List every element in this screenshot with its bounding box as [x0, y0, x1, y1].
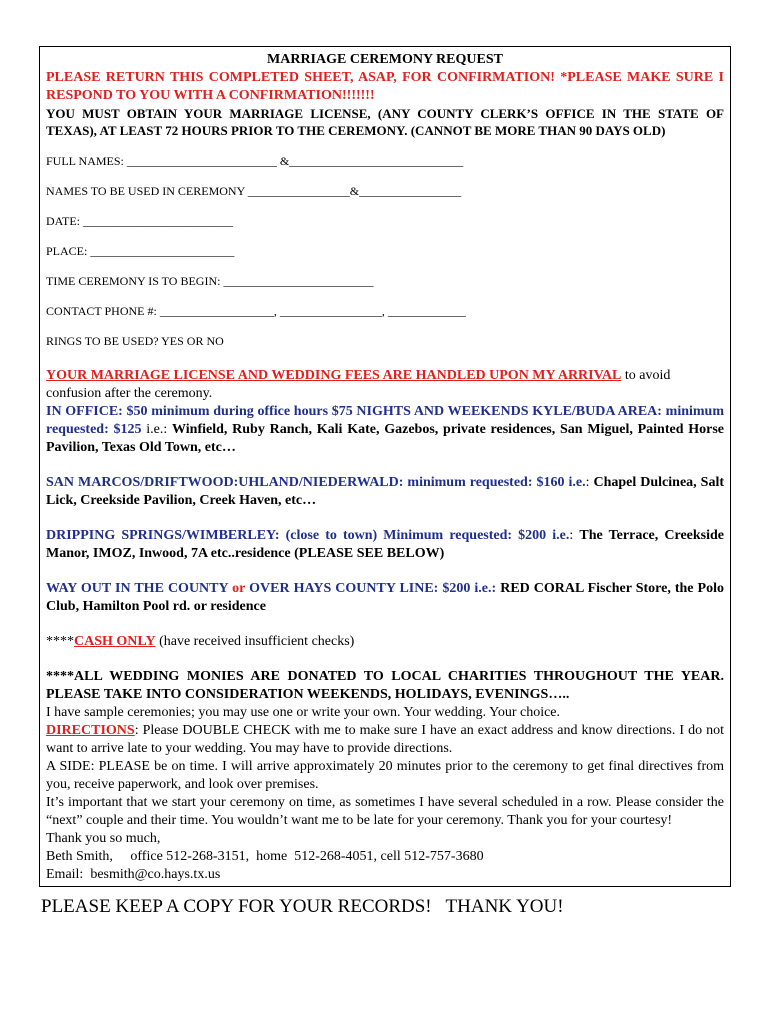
directions-paragraph	[46, 722, 724, 758]
license-notice: YOU MUST OBTAIN YOUR MARRIAGE LICENSE, (ANY COUNTY CLERK’S OFFICE IN THE STATE OF TEXAS), AT LEAST 72 HOURS PRIOR TO THE CEREMONY. (CANNOT BE MORE THAN 90 DAYS OLD)	[46, 106, 724, 138]
dripping-colon: :	[569, 528, 580, 543]
date-field: DATE: _________________________	[46, 214, 233, 228]
important-paragraph: It’s important that we start your ceremony on time, as sometimes I have several scheduled in a row. Please consider the “next” couple and their time. You wouldn’t want me to be late for your ceremony. Thank you for your courtesy!	[46, 795, 724, 828]
full-names-field: FULL NAMES: _________________________ &_____________________________	[46, 154, 464, 168]
office-rates: IN OFFICE: $50 minimum during office hours $75 NIGHTS AND WEEKENDS KYLE/BUDA AREA: minimum requested: $125	[46, 404, 724, 437]
confirmation-notice: PLEASE RETURN THIS COMPLETED SHEET, ASAP, FOR CONFIRMATION! *PLEASE MAKE SURE I RESPOND TO YOU WITH A CONFIRMATION!!!!!!!	[46, 70, 724, 103]
cash-note: (have received insufficient checks)	[155, 634, 355, 649]
cash-stars: ****	[46, 634, 74, 649]
way-out-paragraph	[46, 580, 724, 616]
ceremony-names-field: NAMES TO BE USED IN CEREMONY _________________&_________________	[46, 184, 462, 198]
way-out-label: WAY OUT IN THE COUNTY	[46, 581, 233, 596]
office-paragraph	[46, 403, 724, 457]
rings-field: RINGS TO BE USED? YES OR NO	[46, 334, 224, 348]
directions-text: : Please DOUBLE CHECK with me to make sure I have an exact address and know directions. I do not want to arrive late to your wedding. You may have to provide directions.	[46, 723, 724, 756]
place-field: PLACE: ________________________	[46, 244, 235, 258]
dripping-rates: DRIPPING SPRINGS/WIMBERLEY: (close to town) Minimum requested: $200 i.e.	[46, 528, 570, 543]
office-ie: i.e.:	[141, 422, 173, 437]
san-marcos-places: Chapel Dulcinea, Salt Lick, Creekside Pavilion, Creek Haven, etc…	[46, 475, 724, 508]
way-out-rates: OVER HAYS COUNTY LINE: $200 i.e.:	[245, 581, 497, 596]
form-title: MARRIAGE CEREMONY REQUEST	[267, 52, 503, 67]
form-box	[39, 46, 731, 887]
contact-line: Beth Smith, office 512-268-3151, home 512-268-4051, cell 512-757-3680	[46, 849, 484, 864]
samples-text: I have sample ceremonies; you may use one or write your own. Your wedding. Your choice.	[46, 705, 561, 720]
office-places: Winfield, Ruby Ranch, Kali Kate, Gazebos, private residences, San Miguel, Painted Horse Pavilion, Texas Old Town, etc…	[46, 422, 725, 455]
footer-note: PLEASE KEEP A COPY FOR YOUR RECORDS! THANK YOU!	[41, 896, 564, 917]
fees-rest: to avoid confusion after the ceremony.	[46, 368, 671, 401]
aside-paragraph: A SIDE: PLEASE be on time. I will arrive approximately 20 minutes prior to the ceremony to get final directives from you, receive paperwork, and look over premises.	[46, 759, 724, 792]
fees-paragraph	[46, 367, 724, 403]
fees-heading: YOUR MARRIAGE LICENSE AND WEDDING FEES ARE HANDLED UPON MY ARRIVAL	[46, 368, 622, 383]
form-page	[39, 46, 731, 919]
phone-field: CONTACT PHONE #: ___________________, _________________, _____________	[46, 304, 466, 318]
dripping-paragraph	[46, 527, 724, 563]
san-marcos-rates: SAN MARCOS/DRIFTWOOD:UHLAND/NIEDERWALD: minimum requested: $160 i.e.	[46, 475, 586, 490]
email-line: Email: besmith@co.hays.tx.us	[46, 867, 221, 882]
thanks-line: Thank you so much,	[46, 831, 161, 846]
cash-only-label: CASH ONLY	[74, 634, 156, 649]
donation-notice: ****ALL WEDDING MONIES ARE DONATED TO LOCAL CHARITIES THROUGHOUT THE YEAR. PLEASE TAKE INTO CONSIDERATION WEEKENDS, HOLIDAYS, EVENINGS…..	[46, 669, 724, 702]
way-out-or: or	[232, 581, 246, 596]
san-marcos-paragraph	[46, 474, 724, 510]
time-field: TIME CEREMONY IS TO BEGIN: _________________________	[46, 274, 374, 288]
directions-label: DIRECTIONS	[46, 723, 135, 738]
way-out-places: RED CORAL Fischer Store, the Polo Club, Hamilton Pool rd. or residence	[46, 581, 724, 614]
cash-paragraph	[46, 633, 724, 651]
san-marcos-colon: :	[585, 475, 594, 490]
dripping-places: The Terrace, Creekside Manor, IMOZ, Inwood, 7A etc..residence (PLEASE SEE BELOW)	[46, 528, 724, 561]
